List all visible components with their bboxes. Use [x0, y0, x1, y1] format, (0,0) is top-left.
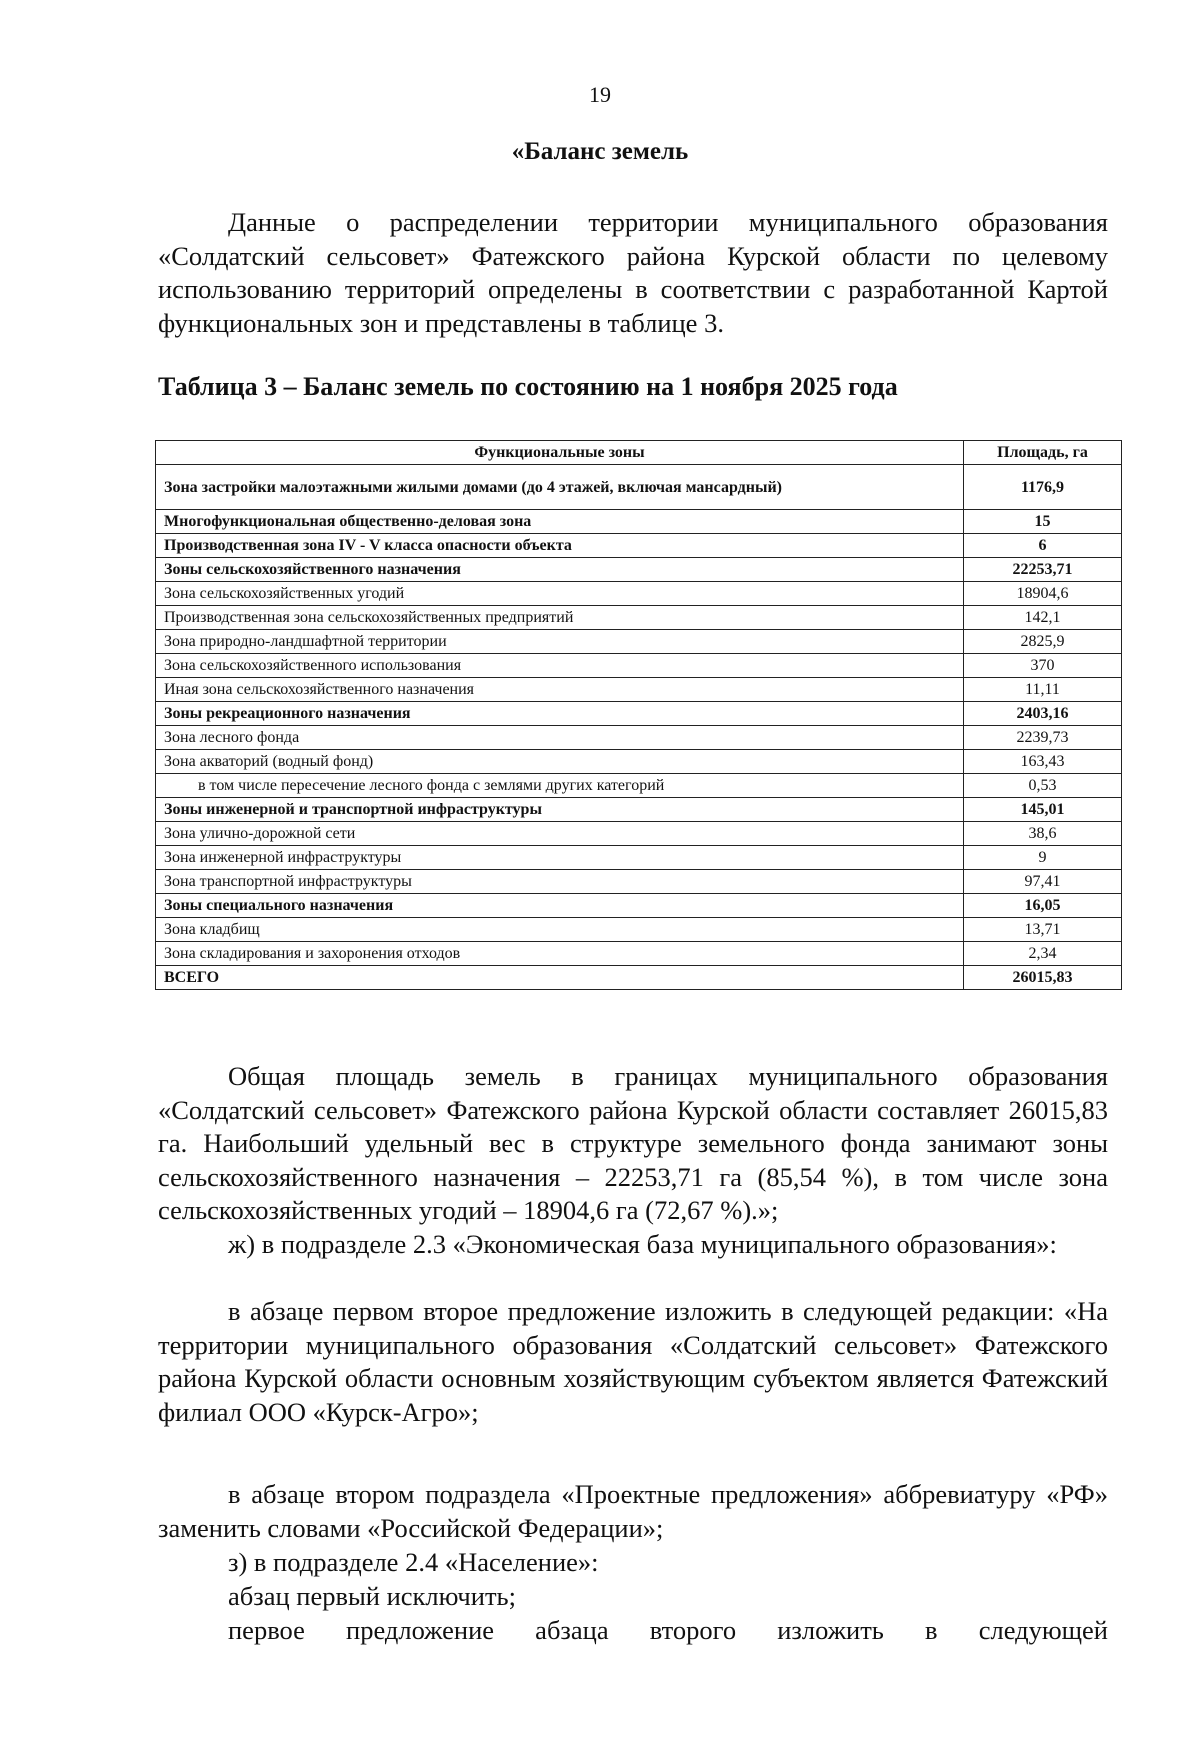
total-label-cell: ВСЕГО [156, 966, 964, 990]
zone-cell: Зоны сельскохозяйственного назначения [156, 558, 964, 582]
table-row [156, 918, 1122, 942]
last-paragraph: первое предложение абзаца второго изложить в следующей [228, 1615, 1108, 1645]
zone-cell: Иная зона сельскохозяйственного назначения [156, 678, 964, 702]
zone-cell: Зона сельскохозяйственного использования [156, 654, 964, 678]
area-cell: 13,71 [964, 918, 1122, 942]
area-cell: 22253,71 [964, 558, 1122, 582]
zone-cell: Зона природно-ландшафтной территории [156, 630, 964, 654]
table-row [156, 774, 1122, 798]
table-row [156, 465, 1122, 510]
area-cell: 2825,9 [964, 630, 1122, 654]
area-cell: 97,41 [964, 870, 1122, 894]
table-row [156, 678, 1122, 702]
area-cell: 163,43 [964, 750, 1122, 774]
area-cell: 6 [964, 534, 1122, 558]
area-cell: 11,11 [964, 678, 1122, 702]
header-area: Площадь, га [964, 441, 1122, 465]
area-cell: 2403,16 [964, 702, 1122, 726]
zone-cell: Зоны рекреационного назначения [156, 702, 964, 726]
table-header-row [156, 441, 1122, 465]
total-area-paragraph: Общая площадь земель в границах муниципального образования «Солдатский сельсовет» Фатежского района Курской области составляет 26015,83 га. Наибольший удельный вес в структуре земельного фонда занимают зоны сельскохозяйственного назначения – 22253,71 га (85,54 %), в том числе зона сельскохозяйственных угодий – 18904,6 га (72,67 %).»; [158, 1061, 1108, 1225]
zone-cell: Многофункциональная общественно-деловая зона [156, 510, 964, 534]
area-cell: 1176,9 [964, 465, 1122, 510]
table-row [156, 606, 1122, 630]
table-row [156, 654, 1122, 678]
zone-cell: Зоны инженерной и транспортной инфраструктуры [156, 798, 964, 822]
table-row [156, 726, 1122, 750]
table-row [156, 894, 1122, 918]
table-total-row [156, 966, 1122, 990]
page-number: 19 [589, 82, 611, 107]
second-abzac-paragraph: в абзаце втором подраздела «Проектные предложения» аббревиатуру «РФ» заменить словами «Российской Федерации»; [158, 1479, 1108, 1543]
area-cell: 142,1 [964, 606, 1122, 630]
table-row [156, 630, 1122, 654]
area-cell: 370 [964, 654, 1122, 678]
zone-cell: Зоны специального назначения [156, 894, 964, 918]
zone-cell: Производственная зона IV - V класса опасности объекта [156, 534, 964, 558]
table-title: Таблица 3 – Баланс земель по состоянию на 1 ноября 2025 года [158, 372, 898, 401]
zone-cell: Зона кладбищ [156, 918, 964, 942]
area-cell: 18904,6 [964, 582, 1122, 606]
zone-cell: в том числе пересечение лесного фонда с землями других категорий [156, 774, 964, 798]
zone-cell: Зона сельскохозяйственных угодий [156, 582, 964, 606]
table-row [156, 534, 1122, 558]
first-abzac-paragraph: в абзаце первом второе предложение изложить в следующей редакции: «На территории муниципального образования «Солдатский сельсовет» Фатежского района Курской области основным хозяйствующим субъектом является Фатежский филиал ООО «Курск-Агро»; [158, 1296, 1108, 1427]
zone-cell: Зона застройки малоэтажными жилыми домами (до 4 этажей, включая мансардный) [156, 465, 964, 510]
area-cell: 15 [964, 510, 1122, 534]
item-zh-paragraph: ж) в подразделе 2.3 «Экономическая база муниципального образования»: [228, 1229, 1057, 1259]
header-zones: Функциональные зоны [156, 441, 964, 465]
zone-cell: Зона инженерной инфраструктуры [156, 846, 964, 870]
zone-cell: Производственная зона сельскохозяйственных предприятий [156, 606, 964, 630]
table-row [156, 582, 1122, 606]
exclude-paragraph: абзац первый исключить; [228, 1581, 516, 1611]
area-cell: 0,53 [964, 774, 1122, 798]
table-row [156, 846, 1122, 870]
table-row [156, 558, 1122, 582]
zone-cell: Зона складирования и захоронения отходов [156, 942, 964, 966]
zone-cell: Зона транспортной инфраструктуры [156, 870, 964, 894]
zone-cell: Зона лесного фонда [156, 726, 964, 750]
table-row [156, 870, 1122, 894]
item-z-paragraph: з) в подразделе 2.4 «Население»: [228, 1547, 599, 1577]
table-row [156, 702, 1122, 726]
table-row [156, 750, 1122, 774]
section-heading: «Баланс земель [511, 138, 689, 165]
area-cell: 16,05 [964, 894, 1122, 918]
land-balance-table [155, 440, 1122, 990]
table-row [156, 510, 1122, 534]
table-row [156, 942, 1122, 966]
area-cell: 2,34 [964, 942, 1122, 966]
table-row [156, 798, 1122, 822]
zone-cell: Зона акваторий (водный фонд) [156, 750, 964, 774]
area-cell: 145,01 [964, 798, 1122, 822]
area-cell: 9 [964, 846, 1122, 870]
zone-cell: Зона улично-дорожной сети [156, 822, 964, 846]
area-cell: 2239,73 [964, 726, 1122, 750]
table-row [156, 822, 1122, 846]
area-cell: 38,6 [964, 822, 1122, 846]
intro-paragraph: Данные о распределении территории муниципального образования «Солдатский сельсовет» Фатежского района Курской области по целевому использованию территорий определены в соответствии с разработанной Картой функциональных зон и представлены в таблице 3. [158, 207, 1108, 338]
total-area-cell: 26015,83 [964, 966, 1122, 990]
